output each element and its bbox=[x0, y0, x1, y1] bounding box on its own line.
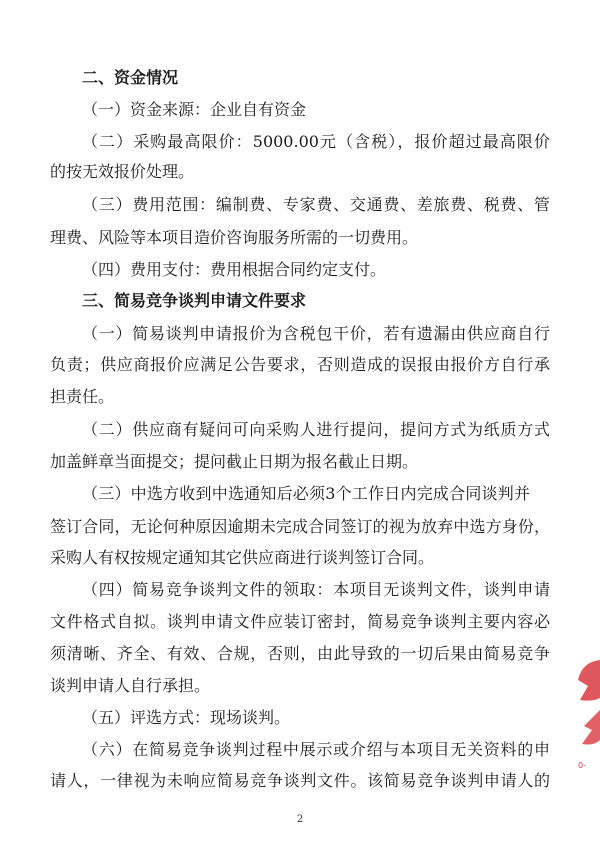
svg-text:0-: 0- bbox=[578, 761, 586, 770]
paragraph-line: （六）在简易竞争谈判过程中展示或介绍与本项目无关资料的申 bbox=[82, 740, 550, 759]
paragraph-line: （五）评选方式：现场谈判。 bbox=[82, 708, 291, 727]
paragraph-line: 须清晰、齐全、有效、合规，否则，由此导致的一切后果由简易竞争 bbox=[50, 644, 550, 663]
paragraph-line: 文件格式自拟。谈判申请文件应装订密封，简易竞争谈判主要内容必 bbox=[50, 612, 550, 631]
paragraph-line: （二）采购最高限价：5000.00元（含税），报价超过最高限价 bbox=[82, 132, 550, 151]
paragraph-line: 签订合同，无论何种原因逾期未完成合同签订的视为放弃中选方身份， bbox=[50, 517, 550, 536]
seal-stamp-graphic bbox=[574, 640, 600, 780]
paragraph-line: （二）供应商有疑问可向采购人进行提问，提问方式为纸质方式 bbox=[82, 420, 550, 439]
paragraph-line: （四）简易竞争谈判文件的领取：本项目无谈判文件，谈判申请 bbox=[82, 580, 550, 599]
paragraph-line: 的按无效报价处理。 bbox=[50, 162, 195, 181]
page-number: 2 bbox=[296, 814, 304, 825]
paragraph-line: 理费、风险等本项目造价咨询服务所需的一切费用。 bbox=[50, 228, 419, 247]
paragraph-line: （三）中选方收到中选通知后必须3个工作日内完成合同谈判并 bbox=[82, 484, 530, 503]
seal-stamp-edge bbox=[574, 640, 600, 780]
paragraph-line: （四）费用支付：费用根据合同约定支付。 bbox=[82, 260, 387, 279]
paragraph-line: 谈判申请人自行承担。 bbox=[50, 676, 211, 695]
paragraph-line: 负责；供应商报价应满足公告要求，否则造成的误报由报价方自行承 bbox=[50, 355, 550, 374]
paragraph-line: 采购人有权按规定通知其它供应商进行谈判签订合同。 bbox=[50, 548, 435, 567]
paragraph-line: 担责任。 bbox=[50, 387, 115, 406]
paragraph-line: （三）费用范围：编制费、专家费、交通费、差旅费、税费、管 bbox=[82, 195, 550, 214]
paragraph-line: 加盖鲜章当面提交；提问截止日期为报名截止日期。 bbox=[50, 452, 419, 471]
section-heading-funding: 二、资金情况 bbox=[82, 68, 179, 87]
paragraph-line: （一）资金来源：企业自有资金 bbox=[82, 100, 307, 119]
paragraph-line: （一）简易谈判申请报价为含税包干价，若有遗漏由供应商自行 bbox=[82, 324, 550, 343]
section-heading-requirements: 三、简易竞争谈判申请文件要求 bbox=[82, 291, 307, 310]
paragraph-line: 请人，一律视为未响应简易竞争谈判文件。该简易竞争谈判申请人的 bbox=[50, 771, 550, 790]
